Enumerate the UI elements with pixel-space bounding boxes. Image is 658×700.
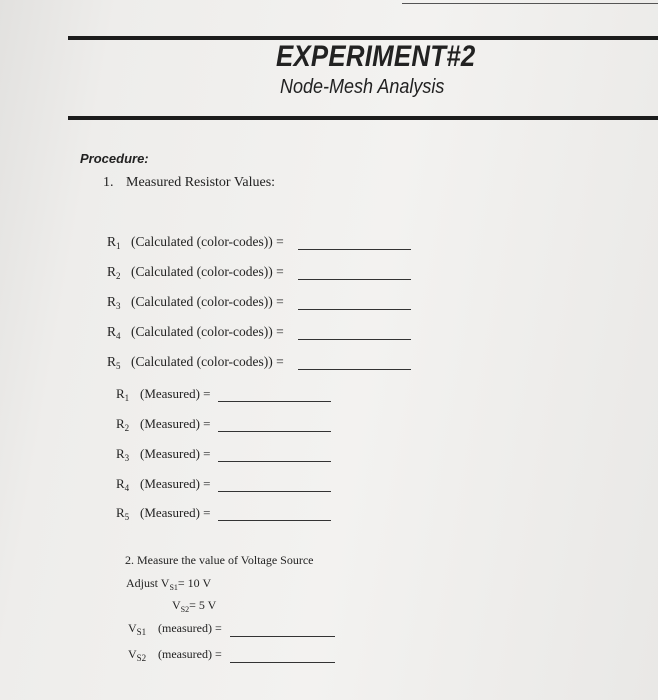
measured-row-r4-label: (Measured) = (140, 476, 211, 491)
measured-row-r5-symbol (116, 505, 129, 522)
step-1-number: 1. (103, 175, 114, 190)
calculated-row-r2-label: (Calculated (color-codes)) = (131, 264, 284, 279)
calculated-row-r3-blank-line[interactable] (298, 309, 411, 310)
vs2-measured-row (128, 647, 222, 663)
calculated-row-r4-subscript: 4 (116, 331, 121, 341)
measured-row-r4-subscript: 4 (124, 483, 130, 493)
top-edge-rule (402, 3, 658, 4)
calculated-row-r3-symbol (107, 294, 121, 311)
adjust-vs1-value: = 10 V (177, 576, 212, 590)
calculated-row-r4-blank-line[interactable] (298, 339, 411, 340)
measured-row-r3-symbol (116, 446, 129, 463)
calculated-row-r4-letter: R (107, 324, 117, 339)
page-subtitle: Node-Mesh Analysis (280, 76, 445, 98)
measured-row-r2 (116, 416, 211, 433)
vs2-measured-row-blank-line[interactable] (230, 662, 335, 663)
measured-row-r3-blank-line[interactable] (218, 461, 331, 462)
measured-row-r1-blank-line[interactable] (218, 401, 331, 402)
adjust-vs1-prefix: Adjust V (126, 576, 170, 590)
adjust-vs1-sub: S1 (169, 583, 178, 592)
measured-row-r1-letter: R (116, 386, 125, 401)
measured-row-r3 (116, 446, 211, 463)
measured-row-r4-blank-line[interactable] (218, 491, 331, 492)
vs1-measured-row-blank-line[interactable] (230, 636, 335, 637)
measured-row-r5-subscript: 5 (124, 512, 130, 522)
step-2-heading: 2. Measure the value of Voltage Source (125, 553, 314, 567)
step-1-text: Measured Resistor Values: (126, 175, 276, 190)
vs2-measured-row-symbol (128, 647, 146, 663)
measured-row-r4 (116, 476, 211, 493)
adjust-vs2 (172, 598, 216, 614)
measured-row-r5-letter: R (116, 505, 125, 520)
calculated-row-r5-label: (Calculated (color-codes)) = (131, 354, 284, 369)
measured-row-r1 (116, 386, 211, 403)
calculated-row-r3-subscript: 3 (116, 301, 121, 311)
measured-row-r3-label: (Measured) = (140, 446, 211, 461)
calculated-row-r1-letter: R (107, 234, 117, 249)
adjust-vs1 (126, 576, 211, 592)
measured-row-r5-blank-line[interactable] (218, 520, 331, 521)
measured-row-r4-letter: R (116, 476, 125, 491)
adjust-vs2-sub: S2 (180, 605, 190, 614)
measured-row-r2-blank-line[interactable] (218, 431, 331, 432)
vs1-measured-row-label: (measured) = (158, 621, 222, 635)
measured-row-r1-label: (Measured) = (140, 386, 211, 401)
calculated-row-r2 (107, 264, 284, 281)
calculated-row-r3 (107, 294, 284, 311)
measured-row-r3-letter: R (116, 446, 125, 461)
measured-row-r2-subscript: 2 (124, 423, 130, 433)
calculated-row-r2-blank-line[interactable] (298, 279, 411, 280)
measured-row-r4-symbol (116, 476, 129, 493)
calculated-row-r5 (107, 354, 284, 371)
step-1 (103, 175, 275, 191)
adjust-vs2-value: = 5 V (189, 598, 217, 612)
calculated-row-r1-subscript: 1 (116, 241, 121, 251)
vs1-measured-row (128, 621, 222, 637)
calculated-row-r3-letter: R (107, 294, 117, 309)
calculated-row-r4-label: (Calculated (color-codes)) = (131, 324, 284, 339)
calculated-row-r1 (107, 234, 284, 251)
measured-row-r5 (116, 505, 211, 522)
calculated-row-r3-label: (Calculated (color-codes)) = (131, 294, 284, 309)
measured-row-r2-label: (Measured) = (140, 416, 211, 431)
vs1-measured-row-symbol (128, 621, 146, 637)
calculated-row-r5-symbol (107, 354, 121, 371)
measured-row-r1-subscript: 1 (124, 393, 130, 403)
calculated-row-r4-symbol (107, 324, 121, 341)
calculated-row-r5-blank-line[interactable] (298, 369, 411, 370)
calculated-row-r4 (107, 324, 284, 341)
calculated-row-r1-symbol (107, 234, 121, 251)
vs1-measured-row-letter: V (128, 621, 137, 635)
measured-row-r5-label: (Measured) = (140, 505, 211, 520)
calculated-row-r2-symbol (107, 264, 121, 281)
calculated-row-r2-letter: R (107, 264, 117, 279)
calculated-row-r2-subscript: 2 (116, 271, 121, 281)
adjust-vs2-prefix: V (172, 598, 181, 612)
vs2-measured-row-subscript: S2 (136, 653, 147, 663)
procedure-heading: Procedure: (80, 151, 149, 166)
page-title: EXPERIMENT#2 (276, 40, 476, 73)
header-rule-bottom (68, 116, 658, 120)
calculated-row-r5-letter: R (107, 354, 117, 369)
vs2-measured-row-label: (measured) = (158, 647, 222, 661)
measured-row-r3-subscript: 3 (124, 453, 130, 463)
measured-row-r2-letter: R (116, 416, 125, 431)
calculated-row-r5-subscript: 5 (116, 361, 121, 371)
vs2-measured-row-letter: V (128, 647, 137, 661)
vs1-measured-row-subscript: S1 (136, 627, 147, 637)
calculated-row-r1-label: (Calculated (color-codes)) = (131, 234, 284, 249)
measured-row-r2-symbol (116, 416, 129, 433)
calculated-row-r1-blank-line[interactable] (298, 249, 411, 250)
measured-row-r1-symbol (116, 386, 129, 403)
